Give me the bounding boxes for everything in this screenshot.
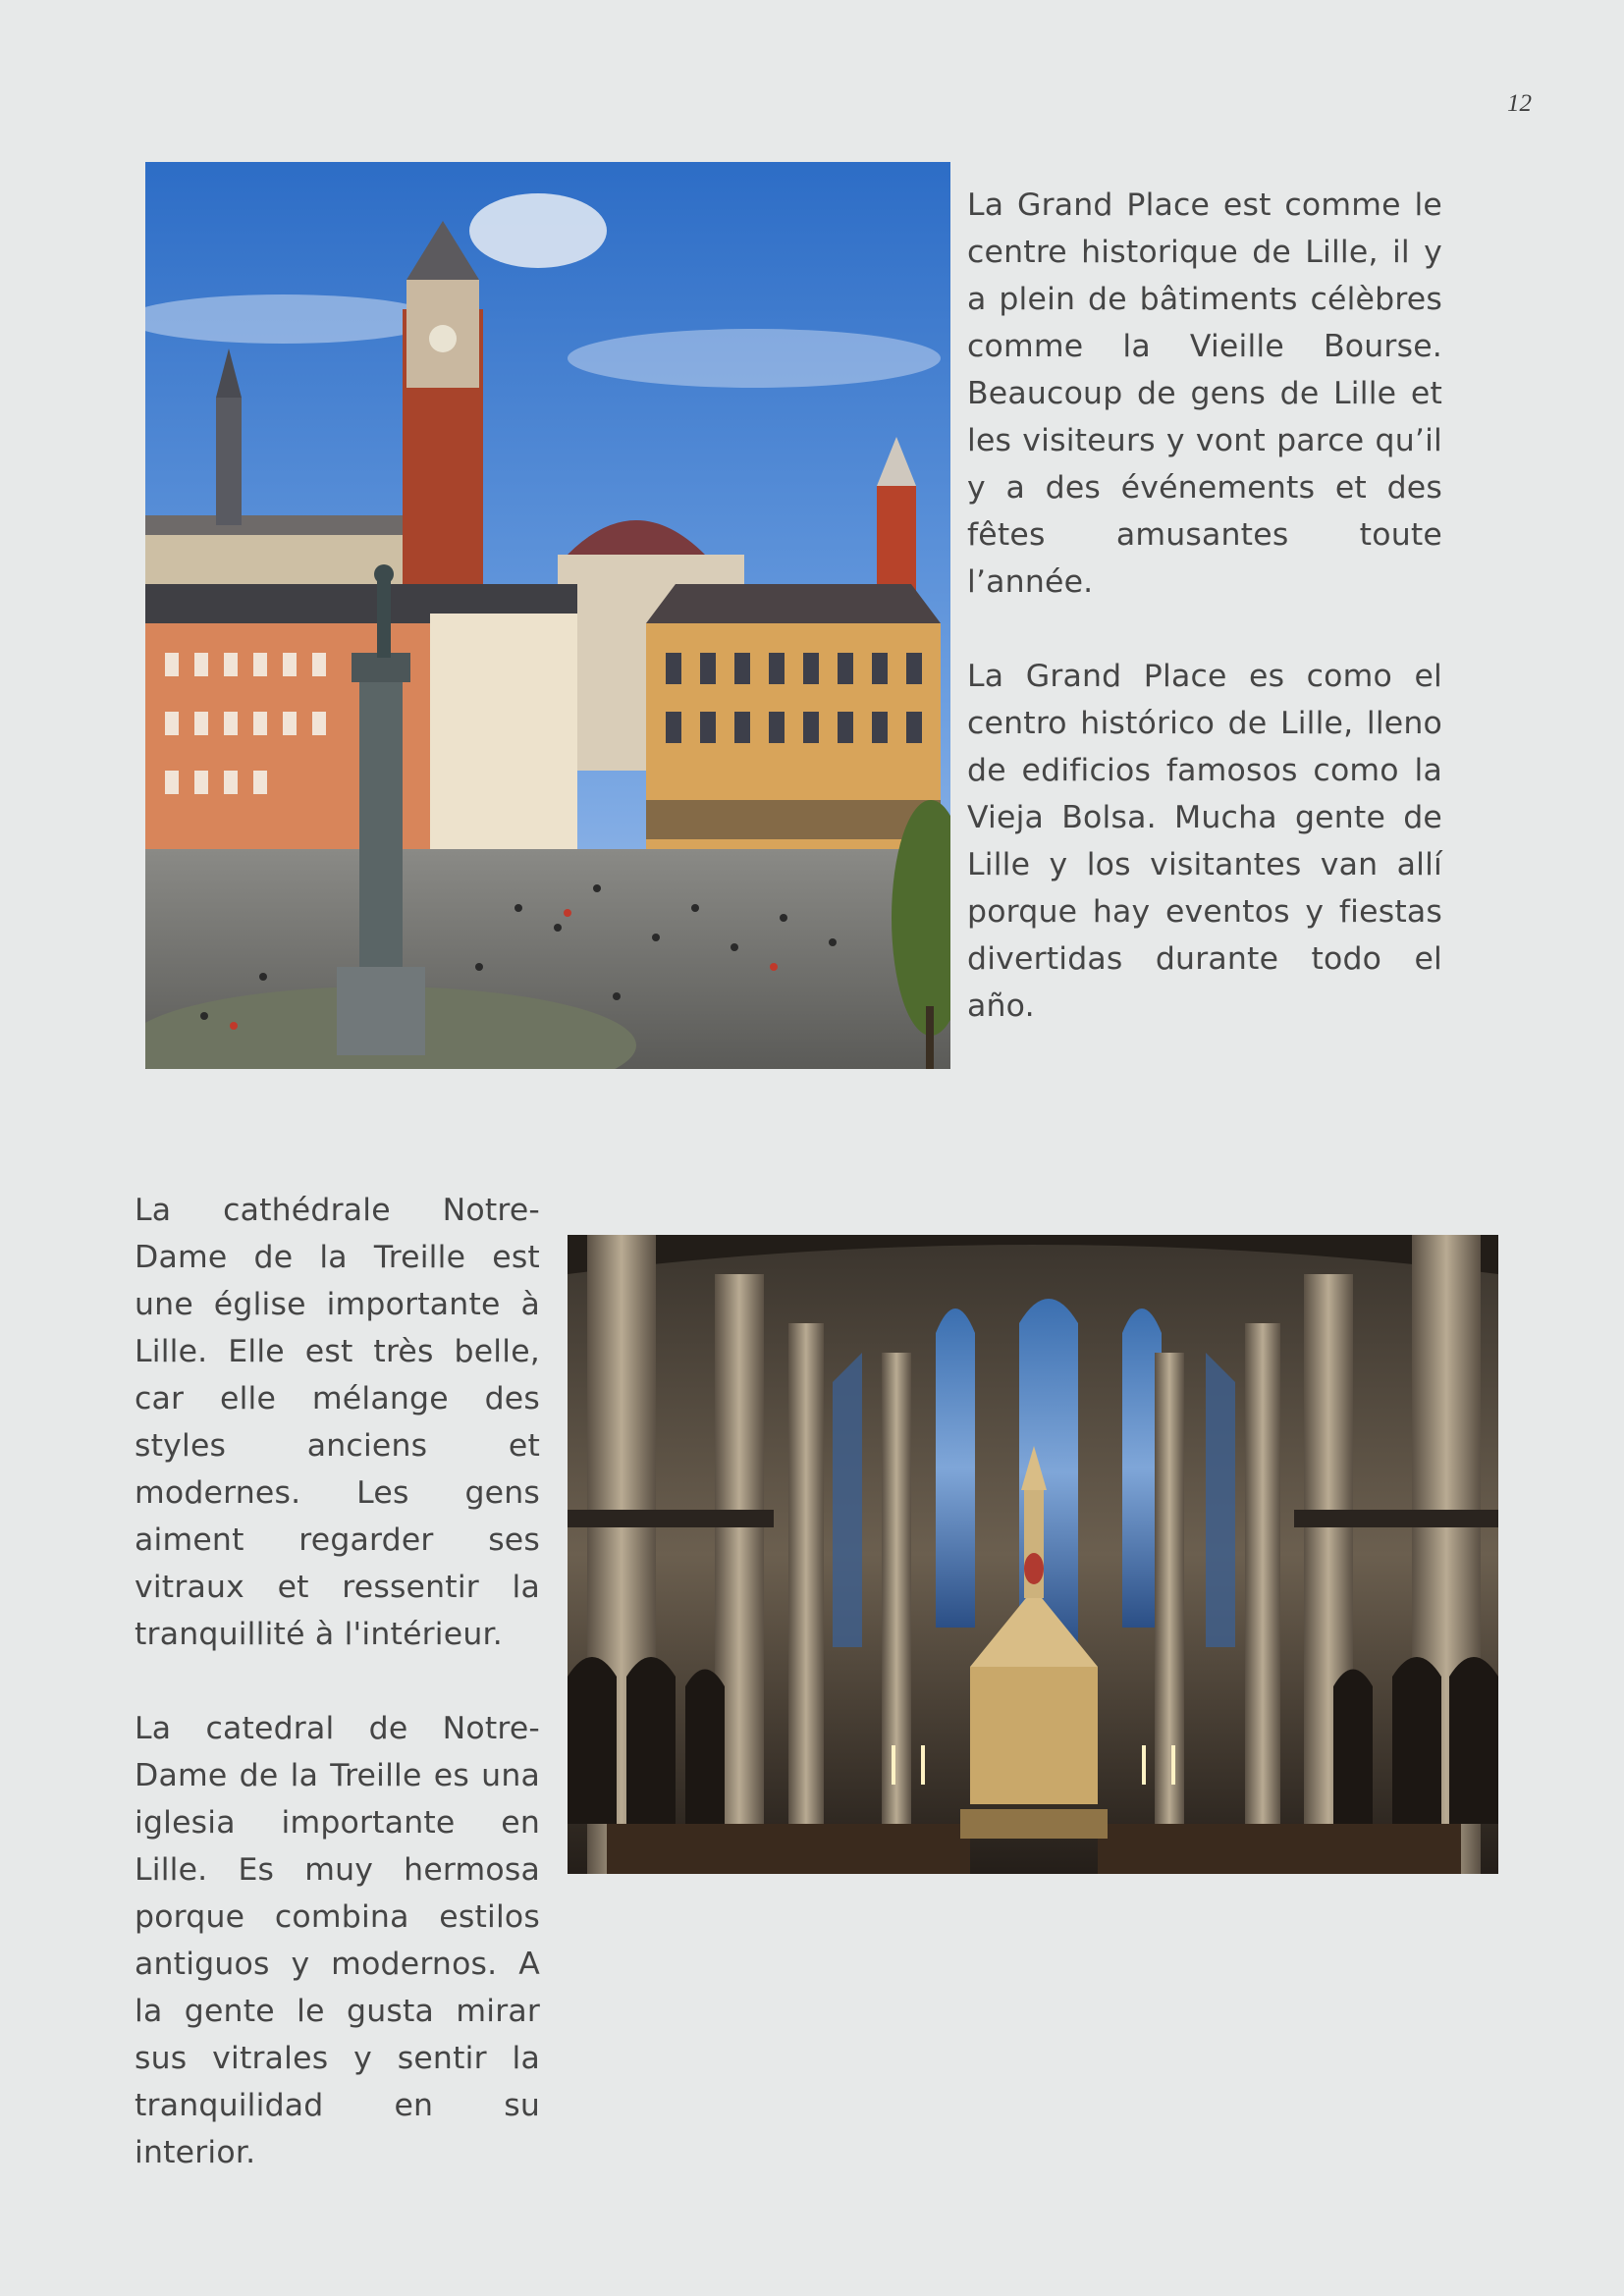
page-number: 12	[1507, 90, 1532, 117]
grand-place-photo	[145, 162, 950, 1069]
grand-place-text	[967, 182, 1442, 1030]
cathedral-interior-photo-art	[568, 1235, 1498, 1874]
grand-place-text-es: La Grand Place es como el centro histórico de Lille, lleno de edificios famosos como la Vieja Bolsa. Mucha gente de Lille y los visitantes van allí porque hay eventos y fiestas divertidas durante todo el año.	[967, 659, 1442, 1024]
grand-place-text-fr: La Grand Place est comme le centre historique de Lille, il y a plein de bâtiments célèbres comme la Vieille Bourse. Beaucoup de gens de Lille et les visiteurs y vont parce qu’il y a des événements et des fêtes amusantes toute l’année.	[967, 187, 1442, 600]
cathedral-text-es: La catedral de Notre-Dame de la Treille es una iglesia importante en Lille. Es muy hermosa porque combina estilos antiguos y modernos. A la gente le gusta mirar sus vitrales y sentir la tranquilidad en su interior.	[135, 1711, 540, 2170]
cathedral-interior-photo	[568, 1235, 1498, 1874]
grand-place-photo-art	[145, 162, 950, 1069]
cathedral-text	[135, 1187, 540, 2176]
cathedral-text-fr: La cathédrale Notre-Dame de la Treille est une église importante à Lille. Elle est très belle, car elle mélange des styles anciens et modernes. Les gens aiment regarder ses vitraux et ressentir la tranquillité à l'intérieur.	[135, 1193, 540, 1652]
